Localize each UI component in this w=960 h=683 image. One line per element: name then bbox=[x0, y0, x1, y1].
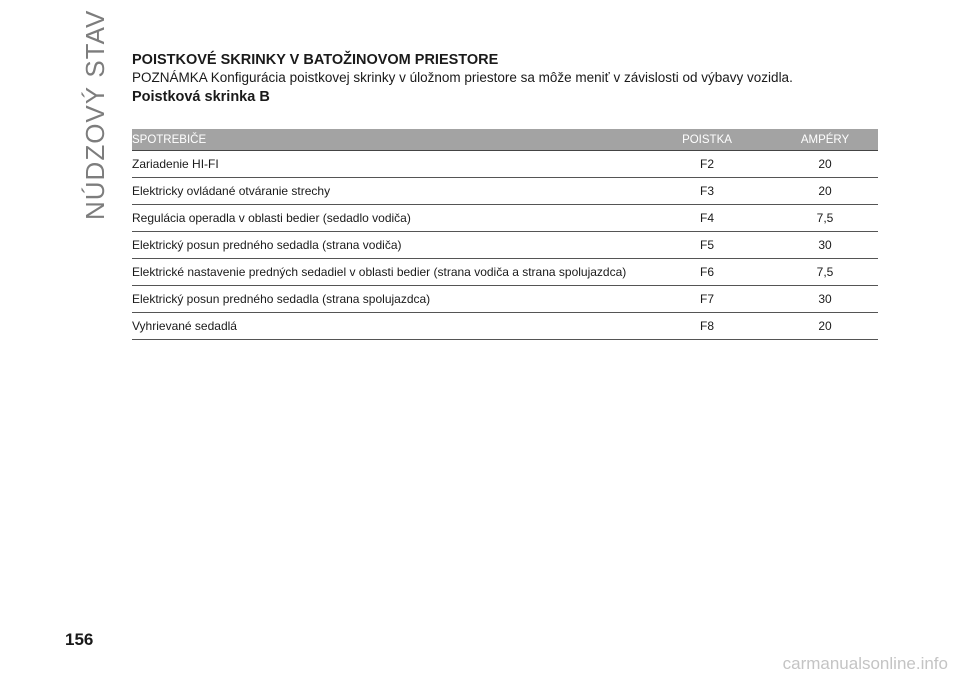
table-row bbox=[132, 286, 878, 313]
ampere-cell: 7,5 bbox=[772, 259, 878, 286]
ampere-cell: 20 bbox=[772, 313, 878, 340]
table-header-row bbox=[132, 129, 878, 151]
header-amperes: AMPÉRY bbox=[772, 129, 878, 151]
page-number: 156 bbox=[65, 630, 94, 649]
fuse-cell: F6 bbox=[642, 259, 772, 286]
fuse-box-subheading: Poistková skrinka B bbox=[132, 89, 270, 105]
watermark-text: carmanualsonline.info bbox=[782, 654, 948, 673]
fuse-cell: F7 bbox=[642, 286, 772, 313]
section-side-title: NÚDZOVÝ STAV bbox=[80, 9, 110, 220]
table-row bbox=[132, 259, 878, 286]
fuse-table bbox=[132, 129, 878, 340]
table-row bbox=[132, 232, 878, 259]
ampere-cell: 20 bbox=[772, 178, 878, 205]
header-consumers: SPOTREBIČE bbox=[132, 129, 642, 151]
table-row bbox=[132, 178, 878, 205]
ampere-cell: 7,5 bbox=[772, 205, 878, 232]
content-area bbox=[132, 51, 878, 107]
fuse-cell: F3 bbox=[642, 178, 772, 205]
table-row bbox=[132, 205, 878, 232]
consumer-cell: Elektricky ovládané otváranie strechy bbox=[132, 178, 642, 205]
ampere-cell: 30 bbox=[772, 286, 878, 313]
fuse-cell: F2 bbox=[642, 151, 772, 178]
fuse-cell: F4 bbox=[642, 205, 772, 232]
consumer-cell: Elektrický posun predného sedadla (strana spolujazdca) bbox=[132, 286, 642, 313]
table-row bbox=[132, 151, 878, 178]
ampere-cell: 20 bbox=[772, 151, 878, 178]
consumer-cell: Elektrické nastavenie predných sedadiel v oblasti bedier (strana vodiča a strana spolujazdca) bbox=[132, 259, 642, 286]
consumer-cell: Regulácia operadla v oblasti bedier (sedadlo vodiča) bbox=[132, 205, 642, 232]
fuse-cell: F8 bbox=[642, 313, 772, 340]
table-row bbox=[132, 313, 878, 340]
header-fuse: POISTKA bbox=[642, 129, 772, 151]
fuse-cell: F5 bbox=[642, 232, 772, 259]
ampere-cell: 30 bbox=[772, 232, 878, 259]
consumer-cell: Zariadenie HI-FI bbox=[132, 151, 642, 178]
consumer-cell: Vyhrievané sedadlá bbox=[132, 313, 642, 340]
section-title: POISTKOVÉ SKRINKY V BATOŽINOVOM PRIESTORE bbox=[132, 52, 499, 68]
consumer-cell: Elektrický posun predného sedadla (strana vodiča) bbox=[132, 232, 642, 259]
note-text: POZNÁMKA Konfigurácia poistkovej skrinky v úložnom priestore sa môže meniť v závislosti od výbavy vozidla. bbox=[132, 70, 793, 85]
